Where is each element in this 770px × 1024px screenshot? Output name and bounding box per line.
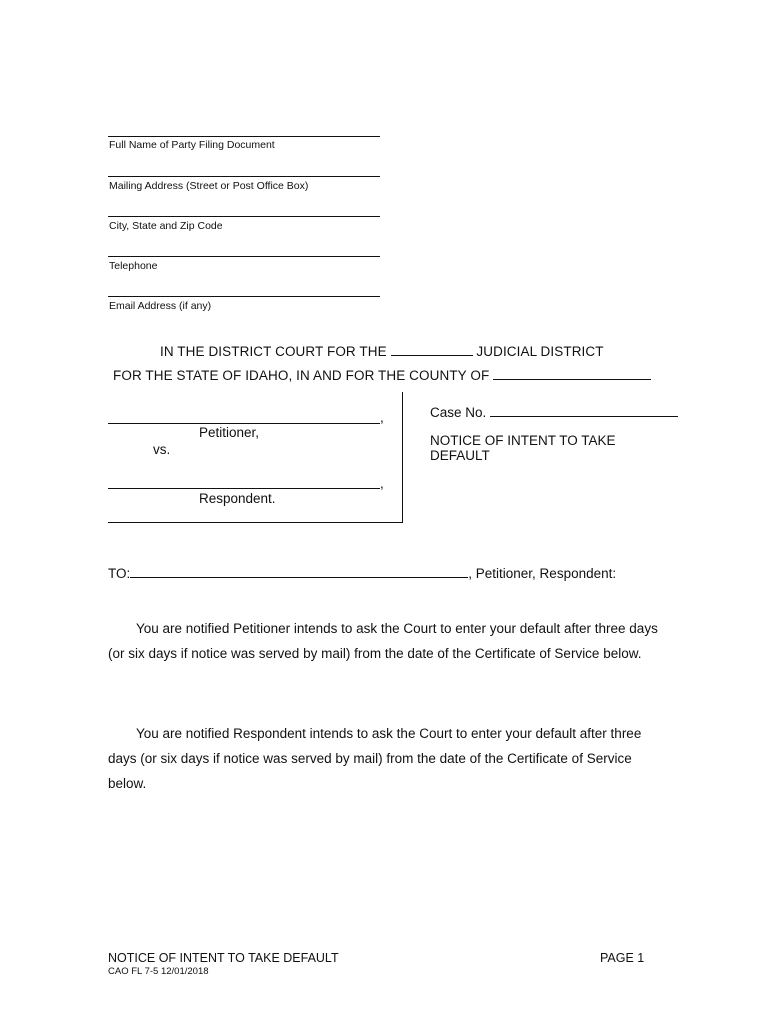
footer-title: NOTICE OF INTENT TO TAKE DEFAULT bbox=[108, 951, 339, 965]
telephone-label: Telephone bbox=[109, 260, 158, 272]
party-name-line[interactable] bbox=[108, 136, 380, 137]
respondent-comma: , bbox=[380, 476, 384, 491]
respondent-name-line[interactable] bbox=[108, 488, 380, 489]
footer-form-code: CAO FL 7-5 12/01/2018 bbox=[108, 966, 209, 977]
party-name-label: Full Name of Party Filing Document bbox=[109, 139, 275, 151]
footer-page-number: PAGE 1 bbox=[600, 951, 645, 965]
court-heading-line1 bbox=[160, 343, 604, 359]
court-heading-line2 bbox=[113, 367, 651, 383]
telephone-line[interactable] bbox=[108, 256, 380, 257]
court-line2-prefix: FOR THE STATE OF IDAHO, IN AND FOR THE COUNTY OF bbox=[113, 368, 490, 383]
respondent-label: Respondent. bbox=[199, 491, 276, 506]
mailing-address-label: Mailing Address (Street or Post Office Box) bbox=[109, 180, 309, 192]
mailing-address-line[interactable] bbox=[108, 176, 380, 177]
case-number-label: Case No. bbox=[430, 405, 487, 420]
caption-divider bbox=[402, 392, 403, 523]
court-line1-prefix: IN THE DISTRICT COURT FOR THE bbox=[160, 344, 387, 359]
to-options: , Petitioner, Respondent: bbox=[468, 566, 617, 581]
to-recipient-blank[interactable] bbox=[130, 565, 468, 578]
email-line[interactable] bbox=[108, 296, 380, 297]
respondent-notice-paragraph: You are notified Respondent intends to ask the Court to enter your default after three days (or six days if notice was served by mail) from the date of the Certificate of Service below. bbox=[108, 726, 642, 791]
case-number-row bbox=[430, 404, 678, 420]
email-label: Email Address (if any) bbox=[109, 300, 212, 312]
petitioner-name-line[interactable] bbox=[108, 423, 380, 424]
petitioner-comma: , bbox=[380, 410, 384, 425]
city-state-zip-line[interactable] bbox=[108, 216, 380, 217]
petitioner-notice-paragraph: You are notified Petitioner intends to ask the Court to enter your default after three days (or six days if notice was served by mail) from the date of the Certificate of Service below. bbox=[108, 621, 658, 661]
doc-title-line2: DEFAULT bbox=[430, 448, 490, 463]
petitioner-label: Petitioner, bbox=[199, 425, 260, 440]
judicial-district-blank[interactable] bbox=[391, 343, 473, 356]
city-state-zip-label: City, State and Zip Code bbox=[109, 220, 223, 232]
county-blank[interactable] bbox=[493, 367, 651, 380]
court-line1-suffix: JUDICIAL DISTRICT bbox=[476, 344, 604, 359]
to-label: TO: bbox=[108, 566, 131, 581]
case-number-blank[interactable] bbox=[490, 404, 678, 417]
to-line bbox=[108, 565, 616, 581]
doc-title-line1: NOTICE OF INTENT TO TAKE bbox=[430, 433, 616, 448]
caption-bottom-rule bbox=[108, 522, 402, 523]
vs-label: vs. bbox=[153, 442, 171, 457]
